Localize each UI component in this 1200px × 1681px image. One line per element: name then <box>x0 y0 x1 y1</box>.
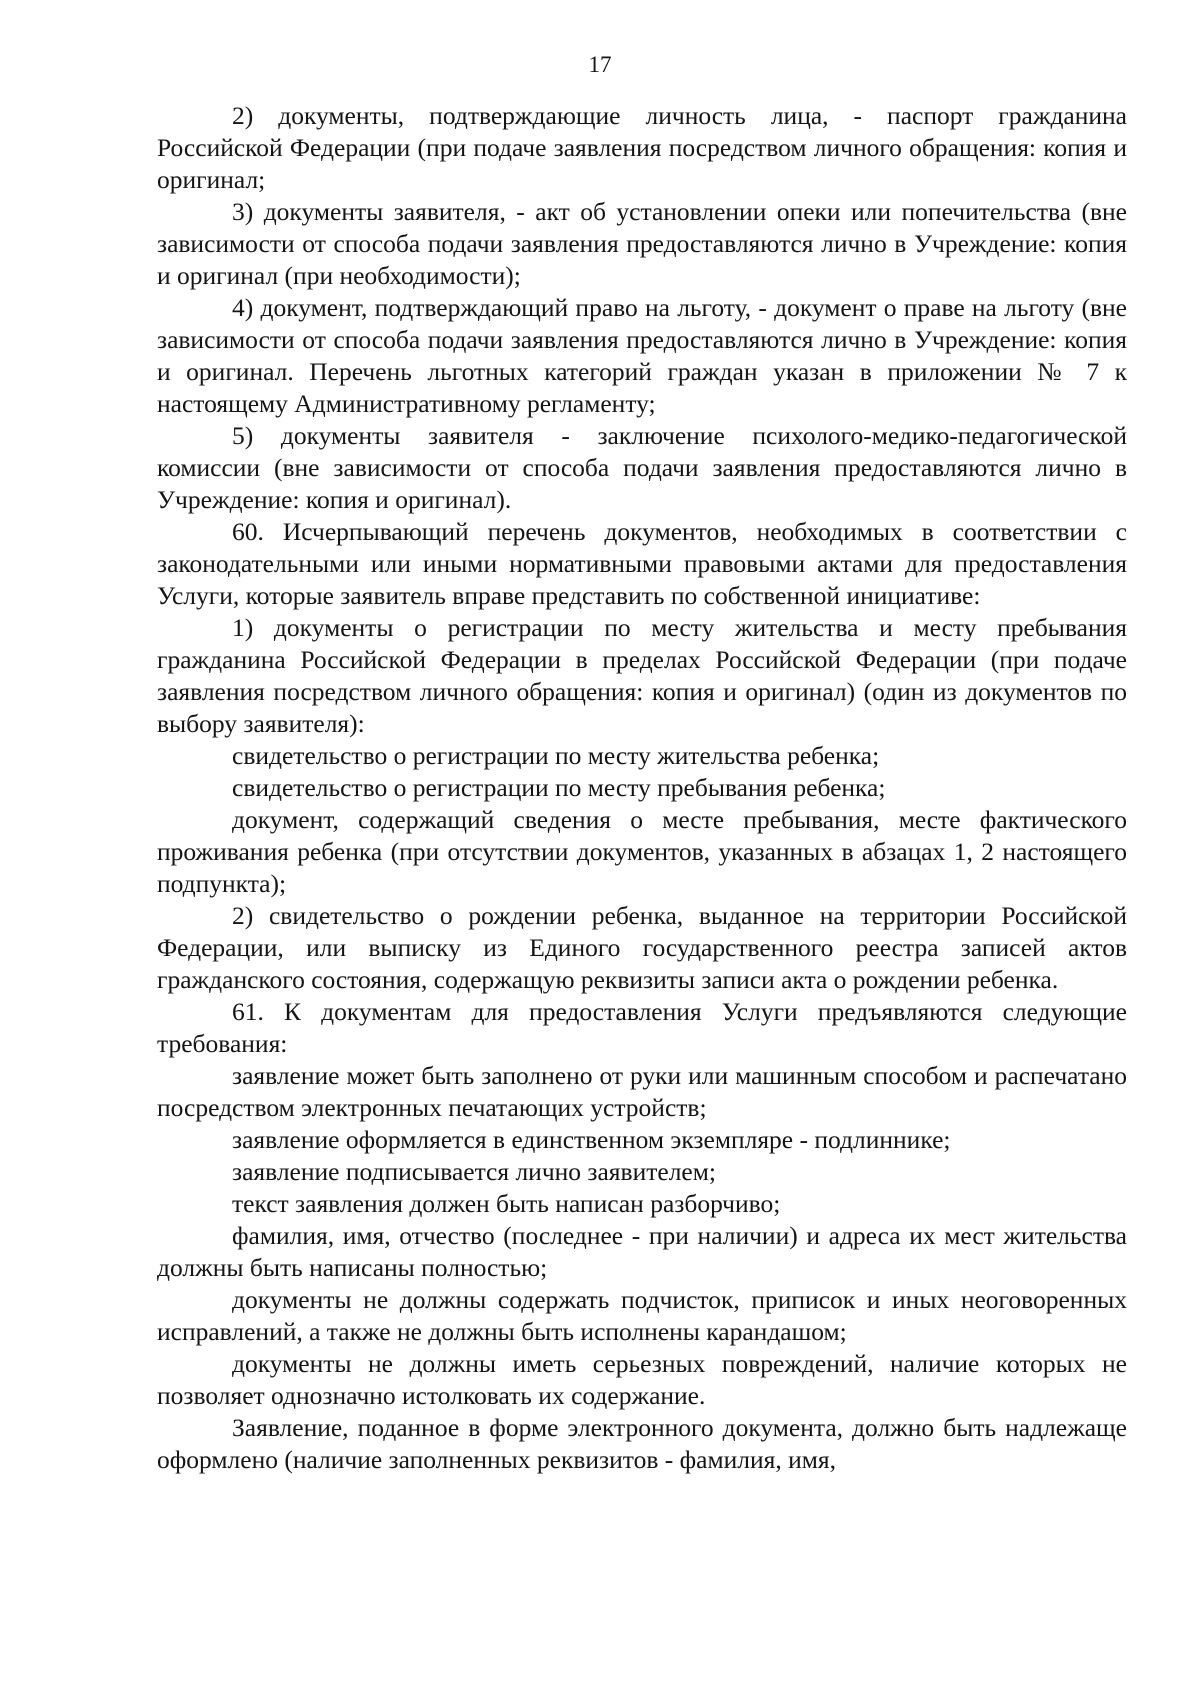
paragraph-clause-60-item-1: 1) документы о регистрации по месту жительства и месту пребывания гражданина Российской Федерации в пределах Российской Федерации (при подаче заявления посредством личного обращения: копия и оригинал) (один из документов по выбору заявителя): <box>157 613 1127 738</box>
page-number: 17 <box>588 52 612 77</box>
paragraph-requirement-legible: текст заявления должен быть написан разборчиво; <box>232 1189 781 1218</box>
paragraph-requirement-filling: заявление может быть заполнено от руки или машинным способом и распечатано посредством электронных печатающих устройств; <box>157 1061 1127 1122</box>
paragraph-requirement-single-copy: заявление оформляется в единственном экземпляре - подлиннике; <box>232 1125 951 1154</box>
paragraph-clause-60: 60. Исчерпывающий перечень документов, необходимых в соответствии с законодательными или иными нормативными правовыми актами для предоставления Услуги, которые заявитель вправе представить по собственной инициативе: <box>157 517 1127 610</box>
paragraph-item-3-applicant-docs: 3) документы заявителя, - акт об установлении опеки или попечительства (вне зависимости от способа подачи заявления предоставляются лично в Учреждение: копия и оригинал (при необходимости); <box>157 197 1127 290</box>
document-body <box>157 100 1127 1476</box>
paragraph-residence-certificate: свидетельство о регистрации по месту жительства ребенка; <box>232 741 880 770</box>
paragraph-requirement-signature: заявление подписывается лично заявителем; <box>232 1157 716 1186</box>
paragraph-stay-certificate: свидетельство о регистрации по месту пребывания ребенка; <box>232 773 886 802</box>
paragraph-electronic-application: Заявление, поданное в форме электронного документа, должно быть надлежаще оформлено (наличие заполненных реквизитов - фамилия, имя, <box>157 1413 1127 1474</box>
paragraph-requirement-no-corrections: документы не должны содержать подчисток, приписок и иных неоговоренных исправлений, а также не должны быть исполнены карандашом; <box>157 1285 1127 1346</box>
paragraph-requirement-full-names: фамилия, имя, отчество (последнее - при наличии) и адреса их мест жительства должны быть написаны полностью; <box>157 1221 1127 1282</box>
paragraph-item-4-benefit-doc: 4) документ, подтверждающий право на льготу, - документ о праве на льготу (вне зависимости от способа подачи заявления предоставляются лично в Учреждение: копия и оригинал. Перечень льготных категорий граждан указан в приложении № 7 к настоящему Административному регламенту; <box>157 293 1127 418</box>
paragraph-item-2-identity-docs: 2) документы, подтверждающие личность лица, - паспорт гражданина Российской Федерации (при подаче заявления посредством личного обращения: копия и оригинал; <box>157 101 1127 194</box>
paragraph-clause-60-item-2: 2) свидетельство о рождении ребенка, выданное на территории Российской Федерации, или выписку из Единого государственного реестра записей актов гражданского состояния, содержащую реквизиты записи акта о рождении ребенка. <box>157 901 1127 994</box>
paragraph-actual-residence-doc: документ, содержащий сведения о месте пребывания, месте фактического проживания ребенка (при отсутствии документов, указанных в абзацах 1, 2 настоящего подпункта); <box>157 805 1127 898</box>
paragraph-requirement-no-damage: документы не должны иметь серьезных повреждений, наличие которых не позволяет однозначно истолковать их содержание. <box>157 1349 1127 1410</box>
paragraph-item-5-commission-conclusion: 5) документы заявителя - заключение психолого-медико-педагогической комиссии (вне зависимости от способа подачи заявления предоставляются лично в Учреждение: копия и оригинал). <box>157 421 1127 514</box>
paragraph-clause-61: 61. К документам для предоставления Услуги предъявляются следующие требования: <box>157 997 1127 1058</box>
